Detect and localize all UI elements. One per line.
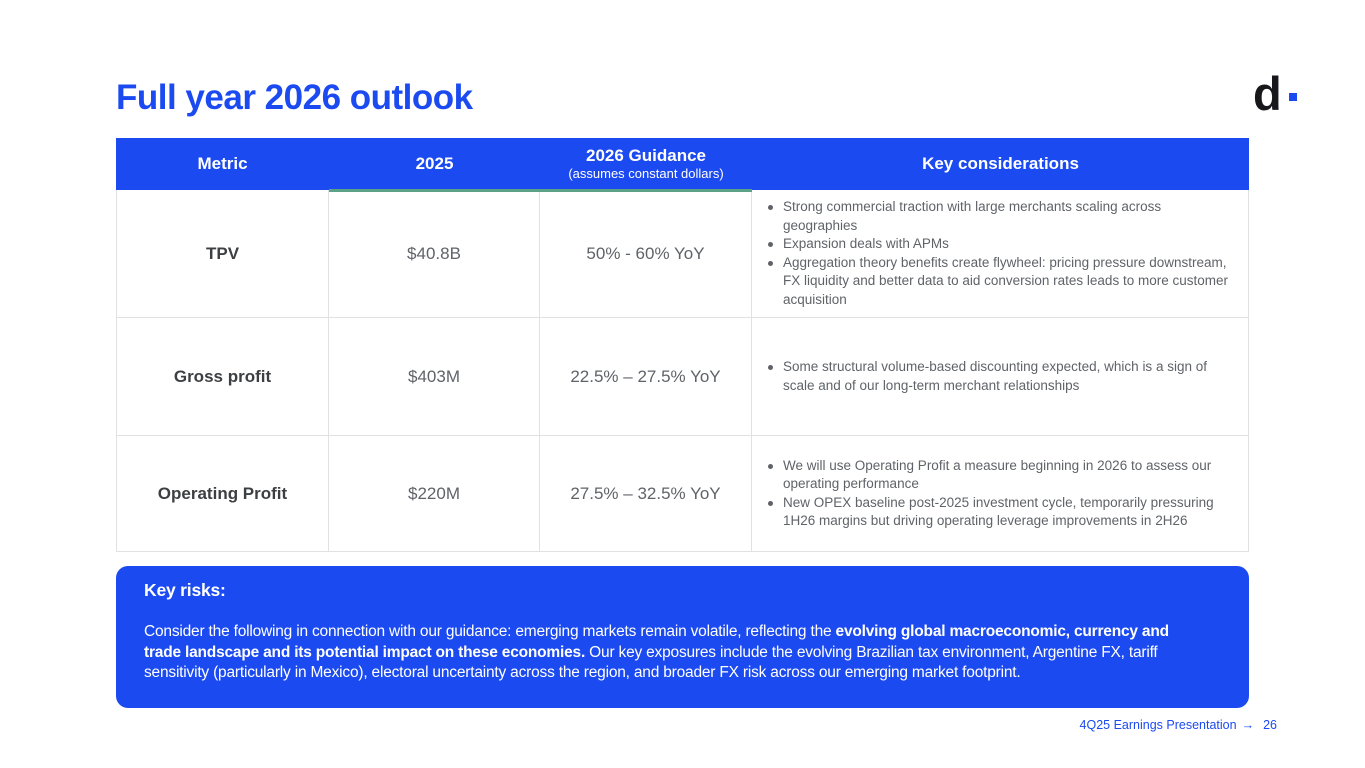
table-header-row [116, 138, 1249, 190]
header-2025 [329, 138, 540, 190]
consideration-text: We will use Operating Profit a measure beginning in 2026 to assess our operating performance [783, 457, 1212, 491]
consideration-text: Strong commercial traction with large merchants scaling across geographies [783, 199, 1162, 233]
metric-cell: Operating Profit [116, 436, 329, 552]
header-2026-guidance [540, 138, 752, 190]
considerations-cell [752, 436, 1249, 552]
value-2025-cell: $403M [329, 318, 540, 436]
guidance-2026-cell: 22.5% – 27.5% YoY [540, 318, 752, 436]
key-risks-text [144, 622, 1194, 684]
table-row-gross-profit [116, 318, 1249, 436]
value-2025-cell: $40.8B [329, 190, 540, 318]
arrow-right-icon: → [1241, 718, 1255, 732]
bullet-icon [768, 501, 773, 506]
consideration-text: Aggregation theory benefits create flywheel: pricing pressure downstream, FX liquidity and better data to aid conversion rates leads to more customer acquisition [783, 254, 1228, 307]
considerations-cell [752, 190, 1249, 318]
consideration-text: Expansion deals with APMs [783, 236, 949, 251]
considerations-list [762, 457, 1232, 531]
logo-letter: d [1253, 67, 1281, 120]
list-item [762, 254, 1232, 310]
header-key-considerations [752, 138, 1249, 190]
considerations-cell [752, 318, 1249, 436]
list-item [762, 457, 1232, 494]
footer-label: 4Q25 Earnings Presentation [1079, 718, 1237, 732]
considerations-list [762, 358, 1232, 395]
header-label: 2026 Guidance [585, 146, 706, 165]
list-item [762, 358, 1232, 395]
header-label: Metric [197, 154, 248, 173]
guidance-2026-cell: 27.5% – 32.5% YoY [540, 436, 752, 552]
page-title: Full year 2026 outlook [116, 78, 473, 117]
risks-text-before: Consider the following in connection with our guidance: emerging markets remain volatile, reflecting the [144, 623, 836, 640]
list-item [762, 198, 1232, 235]
header-sublabel: (assumes constant dollars) [568, 166, 724, 181]
bullet-icon [768, 365, 773, 370]
header-label: 2025 [415, 154, 454, 173]
outlook-table [116, 138, 1249, 552]
bullet-icon [768, 242, 773, 247]
table-row-tpv [116, 190, 1249, 318]
table-row-operating-profit [116, 436, 1249, 552]
risks-text-bold: evolving global macroeconomic, currency and trade landscape and its potential impact on these economies. [144, 623, 1169, 661]
metric-cell: TPV [116, 190, 329, 318]
considerations-list [762, 198, 1232, 309]
consideration-text: New OPEX baseline post-2025 investment cycle, temporarily pressuring 1H26 margins but driving operating leverage improvements in 2H26 [783, 494, 1214, 528]
footer [1080, 718, 1277, 732]
dlocal-logo [1253, 67, 1313, 120]
bullet-icon [768, 464, 773, 469]
page-number: 26 [1263, 718, 1277, 732]
consideration-text: Some structural volume-based discounting expected, which is a sign of scale and of our long-term merchant relationships [783, 359, 1207, 393]
key-risks-heading: Key risks: [144, 580, 226, 600]
guidance-2026-cell: 50% - 60% YoY [540, 190, 752, 318]
header-metric [116, 138, 329, 190]
key-risks-box [116, 566, 1249, 708]
logo-dot-icon [1289, 93, 1297, 101]
risks-text-after: Our key exposures include the evolving Brazilian tax environment, Argentine FX, tariff sensitivity (particularly in Mexico), electoral uncertainty across the region, and broader FX risk across our emerging market footprint. [144, 643, 1158, 681]
bullet-icon [768, 261, 773, 266]
list-item [762, 235, 1232, 254]
metric-cell: Gross profit [116, 318, 329, 436]
value-2025-cell: $220M [329, 436, 540, 552]
list-item [762, 494, 1232, 531]
header-label: Key considerations [922, 154, 1079, 173]
green-accent-line [329, 189, 752, 192]
bullet-icon [768, 205, 773, 210]
